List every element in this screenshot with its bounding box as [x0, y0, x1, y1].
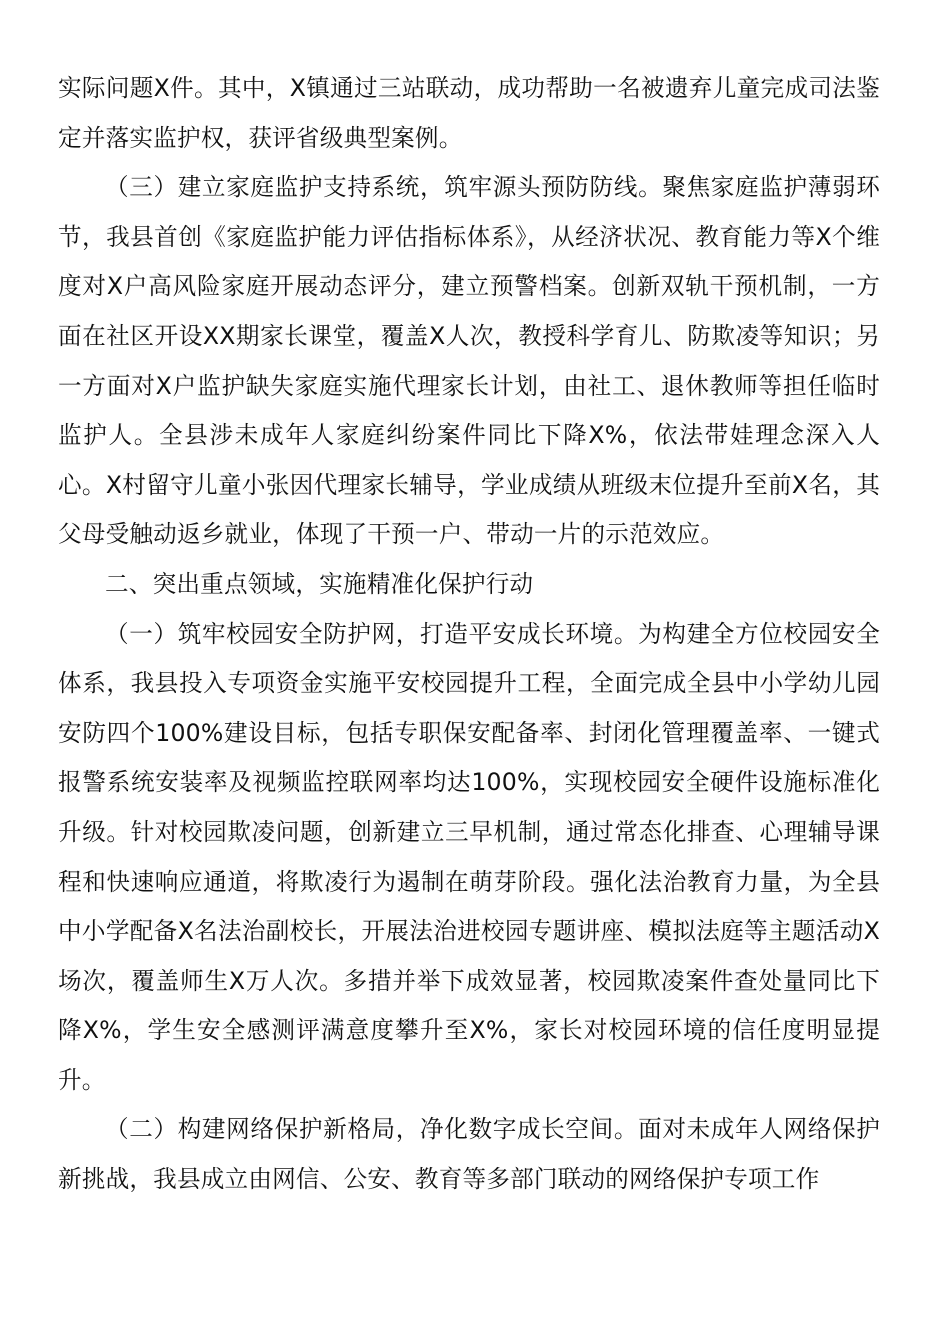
paragraph-continuation: 实际问题X件。其中，X镇通过三站联动，成功帮助一名被遗弃儿童完成司法鉴定并落实监护权，获评省级典型案例。 [58, 74, 880, 152]
section-heading-2: 二、突出重点领域，实施精准化保护行动 [105, 569, 534, 598]
paragraph-campus-safety: （一）筑牢校园安全防护网，打造平安成长环境。为构建全方位校园安全体系，我县投入专项资金实施平安校园提升工程，全面完成全县中小学幼儿园安防四个100%建设目标，包括专职保安配备率、封闭化管理覆盖率、一键式报警系统安装率及视频监控联网率均达100%，实现校园安全硬件设施标准化升级。针对校园欺凌问题，创新建立三早机制，通过常态化排查、心理辅导课程和快速响应通道，将欺凌行为遏制在萌芽阶段。强化法治教育力量，为全县中小学配备X名法治副校长，开展法治进校园专题讲座、模拟法庭等主题活动X场次，覆盖师生X万人次。多措并举下成效显著，校园欺凌案件查处量同比下降X%，学生安全感测评满意度攀升至X%，家长对校园环境的信任度明显提升。 [58, 619, 880, 1094]
document-page [58, 64, 880, 1205]
paragraph-network-protection: （二）构建网络保护新格局，净化数字成长空间。面对未成年人网络保护新挑战，我县成立由网信、公安、教育等多部门联动的网络保护专项工作 [58, 1115, 880, 1194]
paragraph-family-guardianship: （三）建立家庭监护支持系统，筑牢源头预防防线。聚焦家庭监护薄弱环节，我县首创《家庭监护能力评估指标体系》，从经济状况、教育能力等X个维度对X户高风险家庭开展动态评分，建立预警档案。创新双轨干预机制，一方面在社区开设XX期家长课堂，覆盖X人次，教授科学育儿、防欺凌等知识；另一方面对X户监护缺失家庭实施代理家长计划，由社工、退休教师等担任临时监护人。全县涉未成年人家庭纠纷案件同比下降X%，依法带娃理念深入人心。X村留守儿童小张因代理家长辅导，学业成绩从班级末位提升至前X名，其父母受触动返乡就业，体现了干预一户、带动一片的示范效应。 [58, 173, 880, 549]
